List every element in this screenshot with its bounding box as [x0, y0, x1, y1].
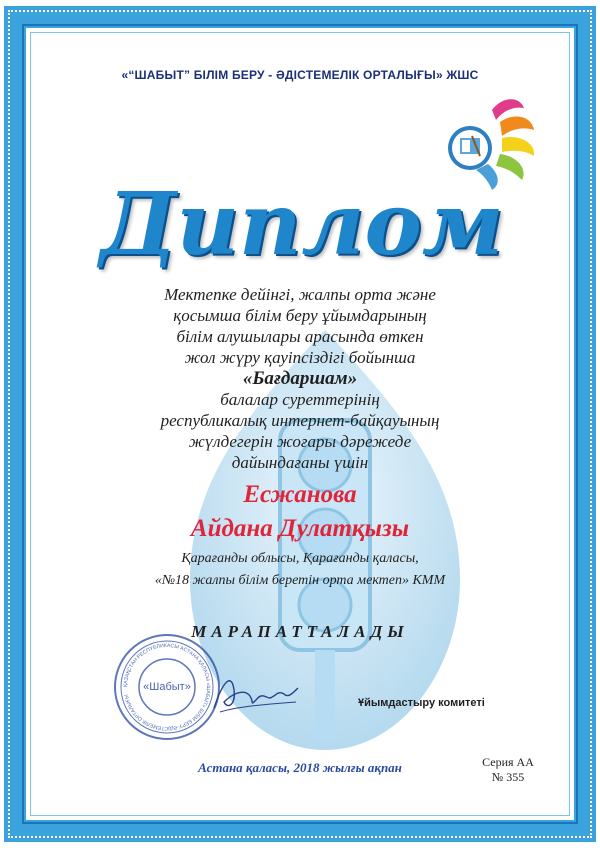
description-line: жол жүру қауіпсіздігі бойынша	[184, 348, 416, 367]
awardee-surname: Есжанова	[243, 481, 357, 508]
description-line: балалар суреттерінің	[220, 390, 380, 409]
region-text: Қарағанды облысы, Қарағанды қаласы,	[181, 551, 419, 566]
school-text: «№18 жалпы білім беретін орта мектеп» КММ	[154, 573, 446, 588]
program-name: «Бағдаршам»	[242, 368, 358, 389]
organizing-committee: Ұйымдастыру комитеті	[358, 697, 485, 709]
diploma-title: Диплом	[100, 174, 504, 275]
awarded-text: МАРАПАТТАЛАДЫ	[191, 622, 409, 641]
official-stamp	[112, 632, 222, 742]
description-line: қосымша білім беру ұйымдарының	[173, 306, 427, 325]
awardee-name	[100, 478, 500, 546]
awardee-given-name: Айдана Дулатқызы	[190, 515, 410, 542]
stamp-ring-text: ҚАЗАҚСТАН РЕСПУБЛИКАСЫ АСТАНА ҚАЛАСЫ «ШАБЫТ» БІЛІМ БЕРУ-ӘДІСТЕМЕЛІК ОРТАЛЫҒЫ	[122, 642, 212, 732]
series-value: № 355	[491, 770, 525, 784]
place-and-date: Астана қаласы, 2018 жылғы ақпан	[198, 760, 402, 775]
description-line: білім алушылары арасында өткен	[176, 327, 424, 346]
awardee-location	[100, 548, 500, 592]
series-number	[468, 755, 548, 785]
stamp-center-text: «Шабыт»	[143, 681, 191, 693]
signature	[210, 668, 300, 718]
description-line: дайындағаны үшін	[231, 453, 369, 472]
description-line: жүлдегерін жоғары дәрежеде	[188, 432, 412, 451]
award-description	[110, 284, 490, 473]
organization-name: «“ШАБЫТ” БІЛІМ БЕРУ - ӘДІСТЕМЕЛІК ОРТАЛЫҒЫ» ЖШС	[121, 68, 479, 82]
description-line: республикалық интернет-байқауының	[160, 411, 440, 430]
series-label: Серия АА	[482, 755, 534, 769]
description-line: Мектепке дейінгі, жалпы орта және	[164, 285, 436, 304]
